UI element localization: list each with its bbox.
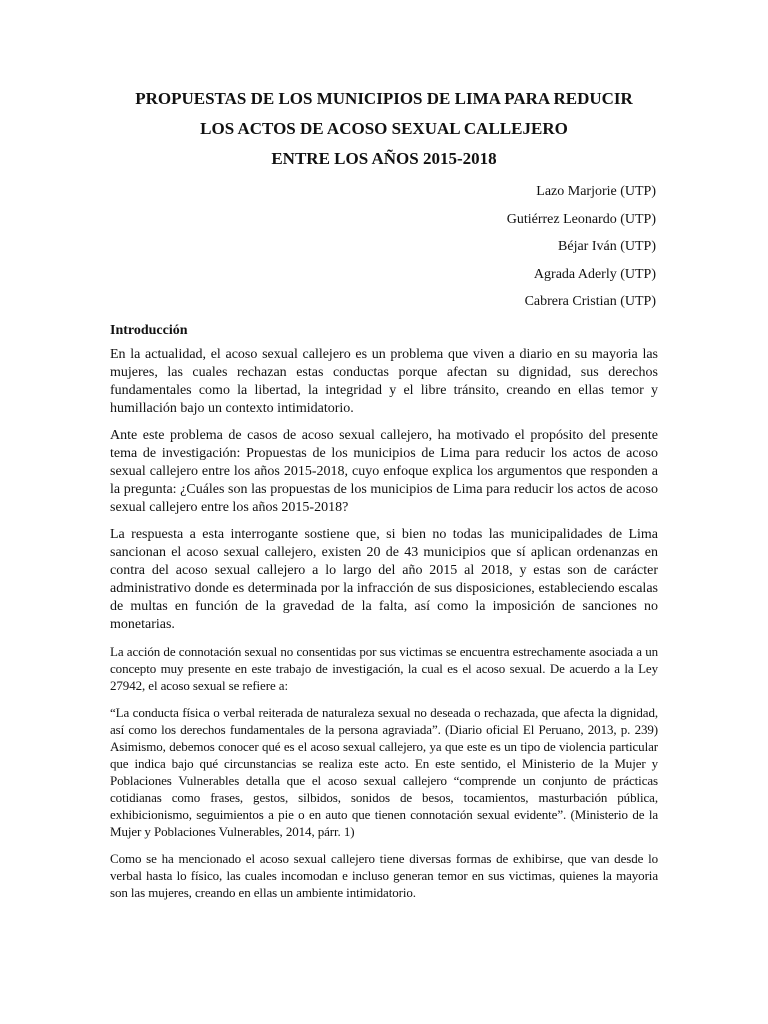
title-line-1: PROPUESTAS DE LOS MUNICIPIOS DE LIMA PARA REDUCIR: [135, 89, 633, 108]
section-heading-introduccion: Introducción: [110, 322, 188, 338]
paragraph-4: La acción de connotación sexual no consentidas por sus victimas se encuentra estrechamente asociada a un concepto muy presente en este trabajo de investigación, la cual es el acoso sexual. De acuerdo a la Ley 27942, el acoso sexual se refiere a:: [110, 643, 658, 693]
author-1: Lazo Marjorie (UTP): [536, 184, 656, 199]
document-title: [110, 84, 658, 174]
author-list: [110, 178, 658, 316]
paragraph-3: La respuesta a esta interrogante sostiene que, si bien no todas las municipalidades de Lima sancionan el acoso sexual callejero, existen 20 de 43 municipios que sí aplican ordenanzas en contra del acoso sexual callejero a lo largo del año 2015 al 2018, y estas son de carácter administrativo donde es determinada por la infracción de sus disposiciones, estableciendo escalas de multas en función de la gravedad de la falta, así como la imposición de sanciones no monetarias.: [110, 526, 658, 632]
title-line-3: ENTRE LOS AÑOS 2015-2018: [271, 149, 497, 168]
author-5: Cabrera Cristian (UTP): [524, 294, 656, 309]
author-2: Gutiérrez Leonardo (UTP): [506, 211, 656, 227]
author-4: Agrada Aderly (UTP): [533, 266, 656, 282]
title-line-2: LOS ACTOS DE ACOSO SEXUAL CALLEJERO: [200, 119, 568, 138]
quote-paragraph: “La conducta física o verbal reiterada de naturaleza sexual no deseada o rechazada, que afecta la dignidad, así como los derechos fundamentales de la persona agraviada”. (Diario oficial El Peruano, 2013, p. 239) Asimismo, debemos conocer qué es el acoso sexual callejero, ya que este es un tipo de violencia particular que indica bajo qué circunstancias se realiza este acto. En este sentido, el Ministerio de la Mujer y Poblaciones Vulnerables detalla que el acoso sexual callejero “comprende un conjunto de prácticas cotidianas como frases, gestos, silbidos, sonidos de besos, tocamientos, masturbación pública, exhibicionismo, seguimientos a pie o en auto que tienen connotación sexual evidente”. (Ministerio de la Mujer y Poblaciones Vulnerables, 2014, párr. 1): [110, 704, 658, 839]
paragraph-6: Como se ha mencionado el acoso sexual callejero tiene diversas formas de exhibirse, que van desde lo verbal hasta lo físico, las cuales incomodan e incluso generan temor en sus victimas, quienes la mayoria son las mujeres, creando en ellas un ambiente intimidatorio.: [110, 850, 658, 900]
paragraph-1: En la actualidad, el acoso sexual callejero es un problema que viven a diario en su mayoria las mujeres, las cuales rechazan estas conductas porque afectan su dignidad, sus derechos fundamentales como la libertad, la integridad y el libre tránsito, creando en ellas temor y humillación bajo un contexto intimidatorio.: [110, 346, 658, 416]
paragraph-2: Ante este problema de casos de acoso sexual callejero, ha motivado el propósito del presente tema de investigación: Propuestas de los municipios de Lima para reducir los actos de acoso sexual callejero entre los años 2015-2018, cuyo enfoque explica los argumentos que responden a la pregunta: ¿Cuáles son las propuestas de los municipios de Lima para reducir los actos de acoso sexual callejero entre los años 2015-2018?: [110, 427, 658, 515]
author-3: Béjar Iván (UTP): [558, 239, 656, 254]
